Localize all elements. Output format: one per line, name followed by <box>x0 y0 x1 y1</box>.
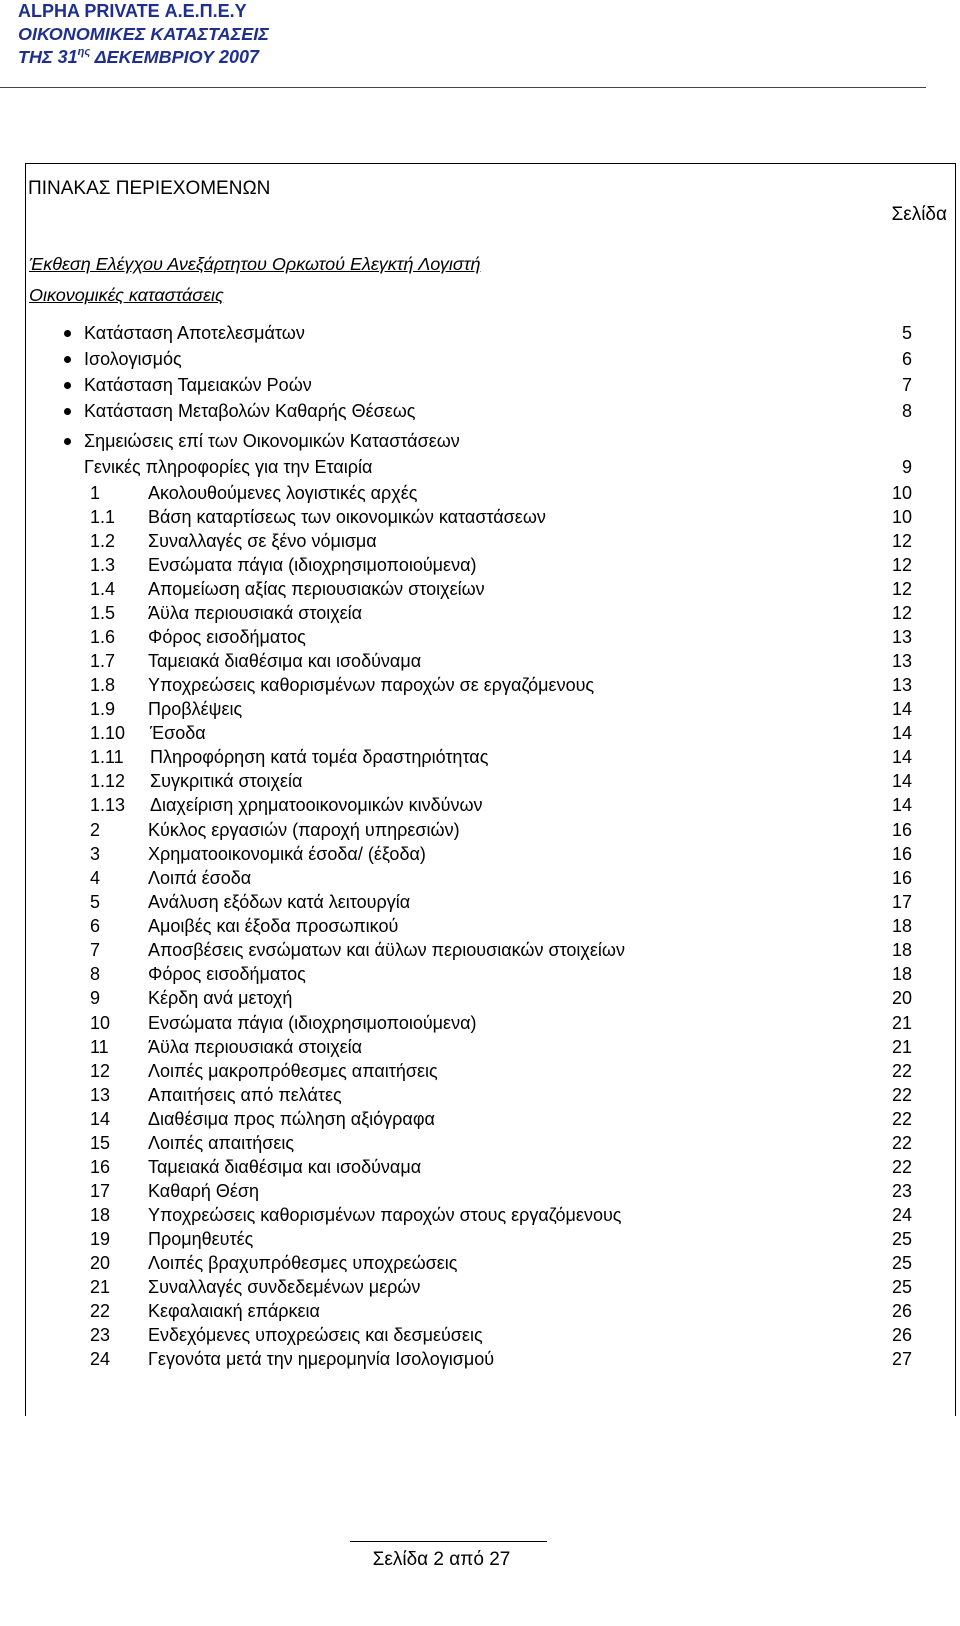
toc-title: ΠΙΝΑΚΑΣ ΠΕΡΙΕΧΟΜΕΝΩΝ <box>28 178 271 199</box>
toc-entry <box>0 793 960 817</box>
toc-entry-number: 1.9 <box>90 699 116 719</box>
toc-entry-title: Διαχείριση χρηματοοικονομικών κινδύνων <box>150 795 483 815</box>
toc-entry-page: 25 <box>891 1253 912 1273</box>
document-header <box>18 0 269 69</box>
toc-entry-title: Φόρος εισοδήματος <box>148 627 306 647</box>
toc-entry-title: Άϋλα περιουσιακά στοιχεία <box>148 603 363 623</box>
toc-entry <box>0 1275 960 1299</box>
toc-entry-page: 7 <box>901 375 912 395</box>
toc-entry-title: Ισολογισμός <box>84 349 182 369</box>
toc-entry-page: 22 <box>891 1085 912 1105</box>
toc-entry-number: 3 <box>90 844 101 864</box>
section-financial-statements: Οικονομικές καταστάσεις <box>29 285 224 305</box>
toc-entry-number: 1.7 <box>90 651 116 671</box>
toc-entry-page: 27 <box>891 1349 912 1369</box>
toc-entry <box>0 673 960 697</box>
bullet-icon <box>64 356 71 363</box>
toc-entry-title: Πληροφόρηση κατά τομέα δραστηριότητας <box>150 747 489 767</box>
toc-entry-page: 16 <box>891 844 912 864</box>
toc-entry-title: Λοιπά έσοδα <box>148 868 252 888</box>
toc-entry-page: 9 <box>901 457 912 477</box>
toc-entry <box>0 866 960 890</box>
toc-entry-title: Υποχρεώσεις καθορισμένων παροχών στους εργαζόμενους <box>148 1205 622 1225</box>
toc-entry-number: 24 <box>90 1349 111 1369</box>
toc-entry-page: 22 <box>891 1157 912 1177</box>
toc-entry <box>0 769 960 793</box>
toc-entry-title: Λοιπές απαιτήσεις <box>148 1133 295 1153</box>
toc-entry-number: 1.10 <box>90 723 126 743</box>
toc-entry-title: Λοιπές μακροπρόθεσμες απαιτήσεις <box>148 1061 438 1081</box>
toc-entry-page: 13 <box>891 651 912 671</box>
header-date-suffix: ΔΕΚΕΜΒΡΙΟΥ 2007 <box>90 47 259 67</box>
toc-entry-page: 22 <box>891 1109 912 1129</box>
toc-entry <box>0 601 960 625</box>
toc-entry-page: 12 <box>891 603 912 623</box>
toc-entry <box>0 1227 960 1251</box>
toc-entry-title: Ενσώματα πάγια (ιδιοχρησιμοποιούμενα) <box>148 555 477 575</box>
toc-entry-page: 21 <box>891 1013 912 1033</box>
toc-entry-number: 18 <box>90 1205 111 1225</box>
page-column-header: Σελίδα <box>891 204 947 225</box>
toc-entry-number: 4 <box>90 868 101 888</box>
toc-entry-title: Συναλλαγές σε ξένο νόμισμα <box>148 531 377 551</box>
toc-entry-number: 1.4 <box>90 579 116 599</box>
toc-entry-title: Αποσβέσεις ενσώματων και άϋλων περιουσιακών στοιχείων <box>148 940 625 960</box>
toc-entry-page: 18 <box>891 916 912 936</box>
toc-entry-page: 16 <box>891 868 912 888</box>
toc-entry-page: 12 <box>891 555 912 575</box>
toc-entry-title: Συγκριτικά στοιχεία <box>150 771 303 791</box>
toc-entry-number: 9 <box>90 988 101 1008</box>
toc-entry-title: Γενικές πληροφορίες για την Εταιρία <box>84 457 373 477</box>
toc-entry-page: 25 <box>891 1277 912 1297</box>
toc-entry-page: 18 <box>891 964 912 984</box>
header-date <box>18 46 269 69</box>
toc-entry-page: 16 <box>891 820 912 840</box>
toc-entry <box>0 890 960 914</box>
toc-entry-number: 1.1 <box>90 507 116 527</box>
toc-entry <box>0 745 960 769</box>
toc-entry-number: 6 <box>90 916 101 936</box>
toc-entry-page: 17 <box>891 892 912 912</box>
toc-entry <box>0 625 960 649</box>
header-date-sup: ης <box>77 46 91 58</box>
header-subtitle: ΟΙΚΟΝΟΜΙΚΕΣ ΚΑΤΑΣΤΑΣΕΙΣ <box>18 24 269 44</box>
toc-entry-title: Ακολουθούμενες λογιστικές αρχές <box>148 483 418 503</box>
toc-entry-title: Απαιτήσεις από πελάτες <box>148 1085 342 1105</box>
toc-entry-number: 10 <box>90 1013 111 1033</box>
toc-entry <box>0 1203 960 1227</box>
toc-entry-page: 14 <box>891 747 912 767</box>
company-name: ALPHA PRIVATE Α.Ε.Π.Ε.Υ <box>18 1 247 21</box>
toc-entry-page: 14 <box>891 771 912 791</box>
toc-entry <box>0 1107 960 1131</box>
toc-entry <box>0 1059 960 1083</box>
toc-entry-title: Συναλλαγές συνδεδεμένων μερών <box>148 1277 421 1297</box>
toc-entry-title: Λοιπές βραχυπρόθεσμες υποχρεώσεις <box>148 1253 458 1273</box>
toc-entry <box>0 505 960 529</box>
toc-entry-title: Κεφαλαιακή επάρκεια <box>148 1301 320 1321</box>
toc-entry-number: 1.6 <box>90 627 116 647</box>
toc-entry <box>0 347 960 371</box>
toc-entry-page: 21 <box>891 1037 912 1057</box>
toc-entry-page: 13 <box>891 627 912 647</box>
toc-entry-page: 10 <box>891 483 912 503</box>
toc-entry <box>0 399 960 423</box>
toc-entry-title: Κατάσταση Ταμειακών Ροών <box>84 375 312 395</box>
toc-entry-number: 1.12 <box>90 771 126 791</box>
toc-entry <box>0 529 960 553</box>
toc-entry <box>0 481 960 505</box>
toc-entry-title: Γεγονότα μετά την ημερομηνία Ισολογισμού <box>148 1349 495 1369</box>
toc-entry-page: 5 <box>901 323 912 343</box>
toc-entry-number: 17 <box>90 1181 111 1201</box>
toc-entry <box>0 818 960 842</box>
toc-entry <box>0 986 960 1010</box>
toc-entry-page: 14 <box>891 723 912 743</box>
toc-entry-number: 19 <box>90 1229 111 1249</box>
toc-entry-page: 13 <box>891 675 912 695</box>
toc-entry <box>0 1083 960 1107</box>
toc-entry-number: 1.11 <box>90 747 124 767</box>
toc-entry-title: Ανάλυση εξόδων κατά λειτουργία <box>148 892 411 912</box>
bullet-icon <box>64 438 71 445</box>
toc-entry-page: 26 <box>891 1301 912 1321</box>
header-date-prefix: ΤΗΣ 31 <box>18 47 78 67</box>
toc-entry-number: 16 <box>90 1157 111 1177</box>
toc-entry <box>0 1251 960 1275</box>
toc-entry-number: 1.5 <box>90 603 116 623</box>
toc-entry-page: 20 <box>891 988 912 1008</box>
toc-entry <box>0 914 960 938</box>
toc-entry-page: 18 <box>891 940 912 960</box>
footer-divider <box>350 1541 547 1542</box>
toc-entry-number: 12 <box>90 1061 111 1081</box>
toc-entry-number: 1.13 <box>90 795 126 815</box>
toc-entry-page: 10 <box>891 507 912 527</box>
toc-entry <box>0 1299 960 1323</box>
bullet-icon <box>64 382 71 389</box>
header-divider <box>0 87 926 88</box>
toc-entry-title: Προβλέψεις <box>148 699 243 719</box>
toc-entry-number: 15 <box>90 1133 111 1153</box>
toc-entry-title: Βάση καταρτίσεως των οικονομικών καταστάσεων <box>148 507 546 527</box>
toc-entry-number: 1.3 <box>90 555 116 575</box>
toc-entry-title: Κέρδη ανά μετοχή <box>148 988 293 1008</box>
toc-entry <box>0 1035 960 1059</box>
toc-entry-number: 21 <box>90 1277 111 1297</box>
toc-entry <box>0 373 960 397</box>
toc-entry-page: 14 <box>891 699 912 719</box>
toc-entry-title: Καθαρή Θέση <box>148 1181 260 1201</box>
toc-entry-title: Χρηματοοικονομικά έσοδα/ (έξοδα) <box>148 844 426 864</box>
toc-entry-page: 14 <box>891 795 912 815</box>
bullet-icon <box>64 408 71 415</box>
toc-entry-title: Ενδεχόμενες υποχρεώσεις και δεσμεύσεις <box>148 1325 483 1345</box>
toc-entry-title: Προμηθευτές <box>148 1229 254 1249</box>
toc-entry-number: 2 <box>90 820 101 840</box>
toc-entry-number: 8 <box>90 964 101 984</box>
toc-entry-title: Απομείωση αξίας περιουσιακών στοιχείων <box>148 579 485 599</box>
toc-entry-page: 22 <box>891 1133 912 1153</box>
bullet-icon <box>64 330 71 337</box>
toc-entry <box>0 455 960 479</box>
toc-entry <box>0 1011 960 1035</box>
toc-entry-title: Άϋλα περιουσιακά στοιχεία <box>148 1037 363 1057</box>
toc-entry <box>0 962 960 986</box>
toc-entry-title: Κατάσταση Μεταβολών Καθαρής Θέσεως <box>84 401 416 421</box>
toc-entry-page: 24 <box>891 1205 912 1225</box>
toc-entry-number: 1.8 <box>90 675 116 695</box>
toc-entry-page: 25 <box>891 1229 912 1249</box>
toc-entry <box>0 577 960 601</box>
toc-entry-number: 11 <box>90 1037 109 1057</box>
toc-entry-title: Φόρος εισοδήματος <box>148 964 306 984</box>
toc-entry <box>0 721 960 745</box>
toc-entry-page: 8 <box>901 401 912 421</box>
toc-entry-page: 26 <box>891 1325 912 1345</box>
toc-entry-title: Ενσώματα πάγια (ιδιοχρησιμοποιούμενα) <box>148 1013 477 1033</box>
toc-entry <box>0 649 960 673</box>
toc-entry-page: 22 <box>891 1061 912 1081</box>
toc-entry-title: Ταμειακά διαθέσιμα και ισοδύναμα <box>148 651 422 671</box>
toc-entry-title: Σημειώσεις επί των Οικονομικών Καταστάσεων <box>84 431 460 451</box>
toc-entry-title: Έσοδα <box>150 723 206 743</box>
toc-entry-number: 13 <box>90 1085 111 1105</box>
toc-entry-page: 23 <box>891 1181 912 1201</box>
toc-entry-page: 12 <box>891 579 912 599</box>
toc-entry-title: Αμοιβές και έξοδα προσωπικού <box>148 916 399 936</box>
toc-entry <box>0 697 960 721</box>
toc-entry <box>0 1323 960 1347</box>
toc-entry <box>0 938 960 962</box>
section-audit-report: Έκθεση Ελέγχου Ανεξάρτητου Ορκωτού Ελεγκτή Λογιστή <box>29 254 481 274</box>
toc-entry-number: 1 <box>90 483 101 503</box>
toc-entry-number: 14 <box>90 1109 111 1129</box>
toc-entry-number: 7 <box>90 940 101 960</box>
toc-entry-title: Κατάσταση Αποτελεσμάτων <box>84 323 305 343</box>
toc-entry-title: Κύκλος εργασιών (παροχή υπηρεσιών) <box>148 820 460 840</box>
toc-entry-number: 23 <box>90 1325 111 1345</box>
toc-entry-number: 20 <box>90 1253 111 1273</box>
toc-entry <box>0 842 960 866</box>
toc-entry <box>0 1347 960 1371</box>
toc-entry <box>0 429 960 453</box>
toc-entry-number: 1.2 <box>90 531 116 551</box>
toc-entry-title: Διαθέσιμα προς πώληση αξιόγραφα <box>148 1109 435 1129</box>
page-number: Σελίδα 2 από 27 <box>372 1549 511 1570</box>
toc-entry <box>0 1155 960 1179</box>
toc-entry-page: 12 <box>891 531 912 551</box>
toc-entry-page: 6 <box>901 349 912 369</box>
toc-entry-title: Υποχρεώσεις καθορισμένων παροχών σε εργαζόμενους <box>148 675 595 695</box>
toc-entry <box>0 1131 960 1155</box>
toc-entry <box>0 553 960 577</box>
toc-entry-number: 5 <box>90 892 101 912</box>
toc-entry <box>0 1179 960 1203</box>
toc-entry-title: Ταμειακά διαθέσιμα και ισοδύναμα <box>148 1157 422 1177</box>
toc-entry-number: 22 <box>90 1301 111 1321</box>
toc-entry <box>0 321 960 345</box>
